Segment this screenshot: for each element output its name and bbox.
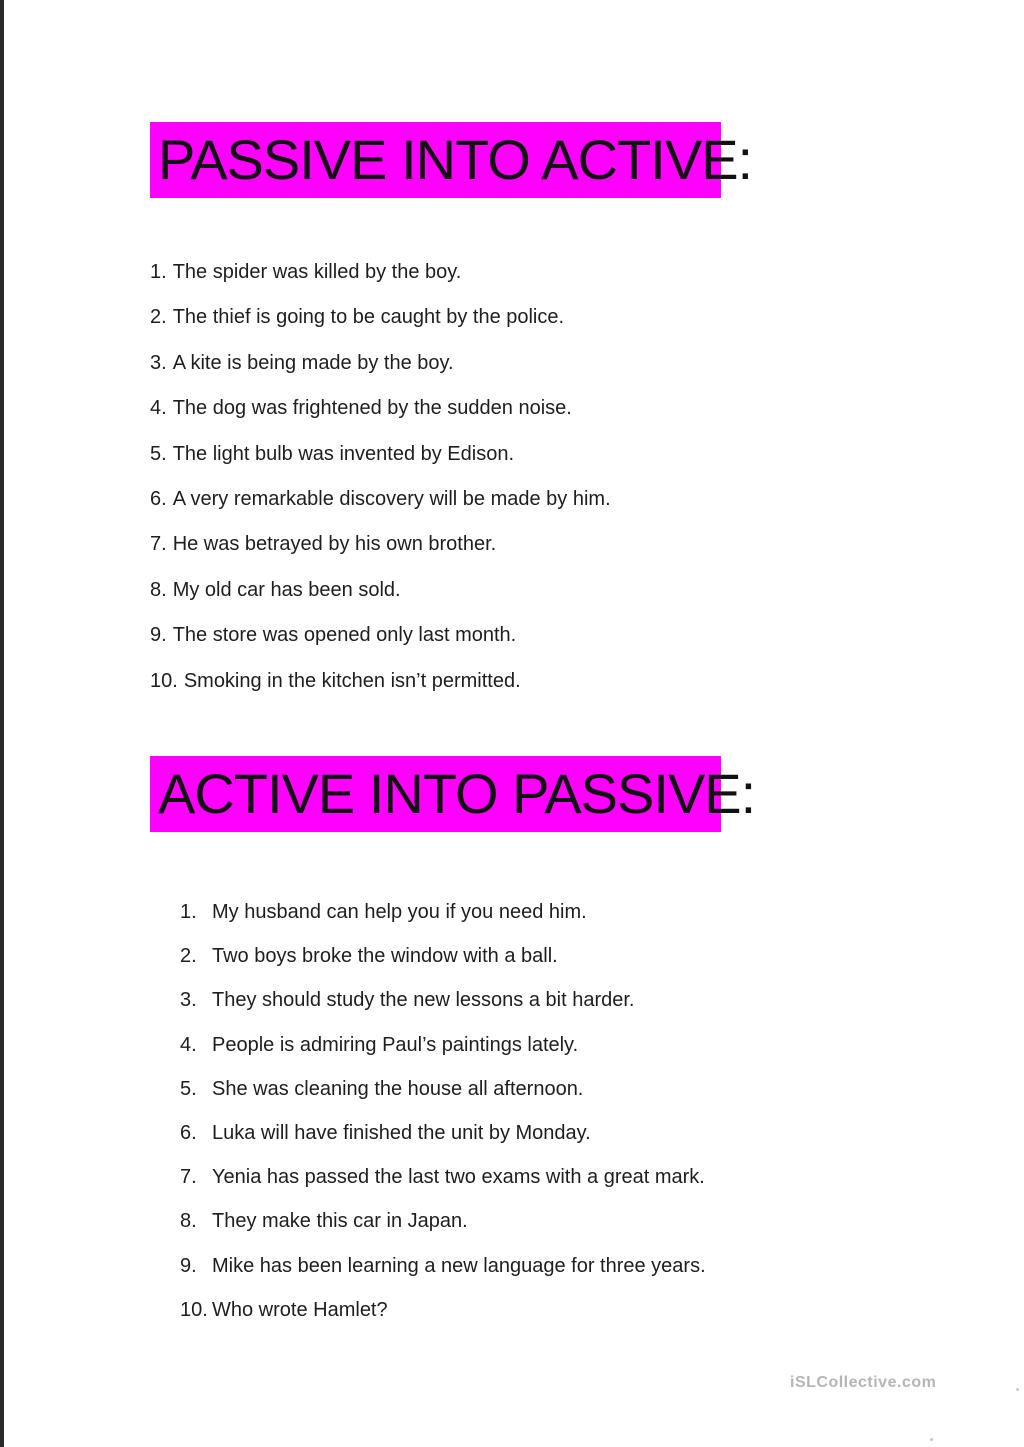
item-text: Yenia has passed the last two exams with a great mark. xyxy=(212,1166,705,1189)
active-into-passive-list xyxy=(180,898,706,1340)
section-heading-active-into-passive: ACTIVE INTO PASSIVE: xyxy=(150,756,721,832)
item-text: A very remarkable discovery will be made by him. xyxy=(172,487,611,510)
list-item xyxy=(150,303,611,348)
scan-speck xyxy=(1016,1388,1019,1391)
list-item xyxy=(180,1296,706,1340)
list-item xyxy=(150,349,611,394)
item-text: They should study the new lessons a bit harder. xyxy=(212,989,635,1012)
item-number: 3. xyxy=(150,351,167,374)
item-text: Two boys broke the window with a ball. xyxy=(212,945,558,968)
item-number: 7. xyxy=(180,1166,197,1189)
list-item xyxy=(150,621,611,666)
item-number: 8. xyxy=(180,1210,197,1233)
item-text: My old car has been sold. xyxy=(172,578,401,601)
item-number: 1. xyxy=(150,261,167,283)
list-item xyxy=(180,1252,706,1296)
list-item xyxy=(180,942,706,986)
item-text: Smoking in the kitchen isn’t permitted. xyxy=(183,669,521,692)
list-item xyxy=(180,1119,706,1163)
list-item xyxy=(180,1075,706,1119)
item-text: They make this car in Japan. xyxy=(212,1210,468,1233)
item-number: 1. xyxy=(180,901,197,923)
item-number: 5. xyxy=(150,442,167,465)
list-item xyxy=(180,898,706,942)
item-number: 2. xyxy=(180,945,197,968)
item-text: He was betrayed by his own brother. xyxy=(172,533,497,556)
item-number: 7. xyxy=(150,533,167,556)
item-text: My husband can help you if you need him. xyxy=(212,901,587,923)
item-text: The thief is going to be caught by the police. xyxy=(172,306,565,329)
list-item xyxy=(180,1207,706,1251)
list-item xyxy=(180,986,706,1030)
list-item xyxy=(180,1163,706,1207)
page-left-border xyxy=(0,0,4,1447)
item-text: Who wrote Hamlet? xyxy=(212,1298,388,1321)
item-number: 5. xyxy=(180,1077,197,1100)
item-number: 6. xyxy=(180,1121,197,1144)
item-number: 8. xyxy=(150,578,167,601)
list-item xyxy=(150,440,611,485)
list-item xyxy=(150,667,611,712)
scan-speck xyxy=(930,1438,933,1441)
list-item xyxy=(150,485,611,530)
item-text: The spider was killed by the boy. xyxy=(172,261,462,283)
list-item xyxy=(180,1031,706,1075)
item-text: Mike has been learning a new language for three years. xyxy=(212,1254,706,1277)
item-number: 10. xyxy=(180,1298,208,1321)
item-number: 9. xyxy=(150,624,167,647)
item-number: 2. xyxy=(150,306,167,329)
item-text: The light bulb was invented by Edison. xyxy=(172,442,515,465)
passive-into-active-list xyxy=(150,258,611,712)
item-text: People is admiring Paul’s paintings lately. xyxy=(212,1033,579,1056)
item-number: 6. xyxy=(150,487,167,510)
list-item xyxy=(150,576,611,621)
item-text: The store was opened only last month. xyxy=(172,624,517,647)
item-number: 10. xyxy=(150,669,178,692)
item-text: She was cleaning the house all afternoon. xyxy=(212,1077,584,1100)
item-text: The dog was frightened by the sudden noise. xyxy=(172,397,572,420)
item-number: 4. xyxy=(180,1033,197,1056)
item-text: A kite is being made by the boy. xyxy=(172,351,454,374)
section-heading-passive-into-active: PASSIVE INTO ACTIVE: xyxy=(150,122,721,198)
item-text: Luka will have finished the unit by Monday. xyxy=(212,1121,591,1144)
list-item xyxy=(150,530,611,575)
site-watermark: iSLCollective.com xyxy=(790,1374,937,1391)
item-number: 3. xyxy=(180,989,197,1012)
item-number: 4. xyxy=(150,397,167,420)
item-number: 9. xyxy=(180,1254,197,1277)
list-item xyxy=(150,394,611,439)
list-item xyxy=(150,258,611,303)
